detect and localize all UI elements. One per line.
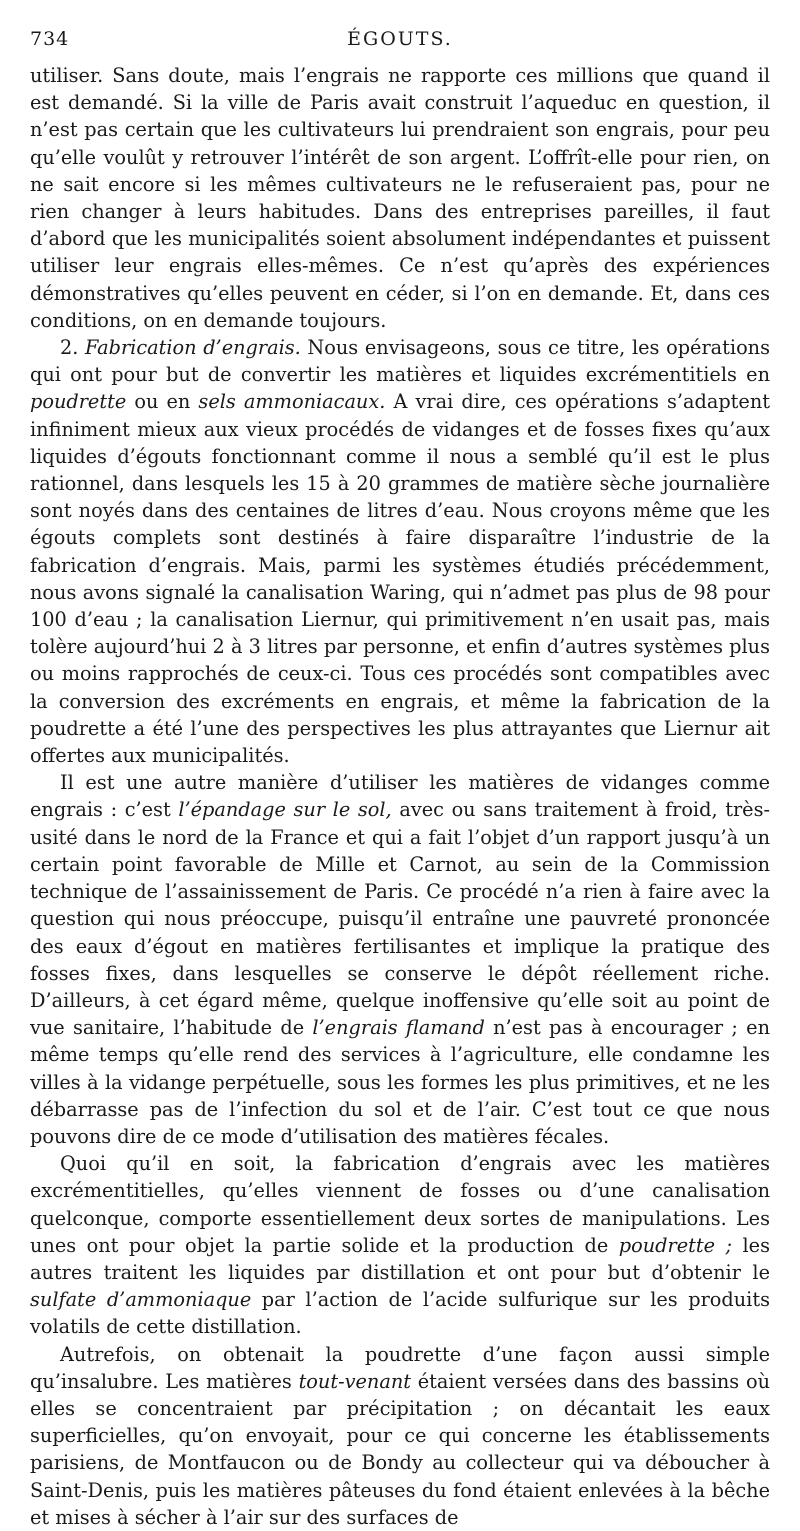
paragraph [30, 62, 770, 334]
page-header [30, 28, 770, 62]
text-run: étaient versées dans des bassins où elles se concentraient par précipitation ; on décantait les eaux superficielles, qu’on envoyait, pour ce qui concerne les établissements parisiens, de Montfaucon ou de Bondy au collecteur qui va déboucher à Saint-Denis, puis les matières pâteuses du fond étaient enlevées à la bêche et mises à sécher à l’air sur des surfaces de [30, 1369, 770, 1529]
running-title: ÉGOUTS. [347, 28, 453, 50]
italic-term: sels ammoniacaux. [198, 390, 386, 414]
paragraph [30, 1150, 770, 1340]
italic-term: poudrette ; [618, 1233, 733, 1257]
text-run: Quoi qu’il en soit, la fabrication d’engrais avec les matières excrémentitielles, qu’elles viennent de fosses ou d’une canalisation quelconque, comporte essentiellement deux sortes de manipulations. Les unes ont pour objet la partie solide et la production de [30, 1152, 770, 1257]
text-run: Nous envisageons, sous ce titre, les opérations qui ont pour but de convertir les matières et liquides excrémentitiels en [30, 336, 770, 387]
text-run: Autrefois, on obtenait la poudrette d’une façon aussi simple qu’insalubre. Les matières [30, 1342, 770, 1393]
text-run: ou en [126, 390, 199, 414]
text-run: 2. [60, 336, 86, 360]
page-number: 734 [30, 28, 70, 50]
italic-term: l’épandage sur le sol, [178, 798, 392, 822]
text-run: les autres traitent les liquides par distillation et ont pour but d’obtenir le [30, 1233, 770, 1284]
text-run: avec ou sans traitement à froid, très-usité dans le nord de la France et qui a fait l’objet d’un rapport jusqu’à un certain point favorable de Mille et Carnot, au sein de la Commission technique de l’assainissement de Paris. Ce procédé n’a rien à faire avec la question qui nous préoccupe, puisqu’il entraîne une pauvreté prononcée des eaux d’égout en matières fertilisantes et implique la pratique des fosses fixes, dans lesquelles se conserve le dépôt réellement riche. D’ailleurs, à cet égard même, quelque inoffensive qu’elle soit au point de vue sanitaire, l’habitude de [30, 798, 770, 1040]
text-run: Il est une autre manière d’utiliser les matières de vidanges comme engrais : c’est [30, 771, 770, 822]
body-text [30, 62, 770, 1531]
text-run: par l’action de l’acide sulfurique sur les produits volatils de cette distillation. [30, 1288, 770, 1339]
italic-term: Fabrication d’engrais. [85, 336, 301, 360]
paragraph [30, 334, 770, 769]
italic-term: poudrette [30, 390, 127, 414]
text-run: n’est pas à encourager ; en même temps qu’elle rend des services à l’agriculture, elle condamne les villes à la vidange perpétuelle, sous les formes les plus primitives, et ne les débarrasse pas de l’infection du sol et de l’air. C’est tout ce que nous pouvons dire de ce mode d’utilisation des matières fécales. [30, 1016, 770, 1148]
paragraph [30, 769, 770, 1150]
text-run: A vrai dire, ces opérations s’adaptent infiniment mieux aux vieux procédés de vidanges et de fosses fixes qu’aux liquides d’égouts fonctionnant comme il nous a semblé qu’il est le plus rationnel, dans lesquels les 15 à 20 grammes de matière sèche journalière sont noyés dans des centaines de litres d’eau. Nous croyons même que les égouts complets sont destinés à faire disparaître l’industrie de la fabrication d’engrais. Mais, parmi les systèmes étudiés précédemment, nous avons signalé la canalisation Waring, qui n’admet pas plus de 98 pour 100 d’eau ; la canalisation Liernur, qui primitivement n’en usait pas, mais tolère aujourd’hui 2 à 3 litres par personne, et enfin d’autres systèmes plus ou moins rapprochés de ceux-ci. Tous ces procédés sont compatibles avec la conversion des excréments en engrais, et même la fabrication de la poudrette a été l’une des perspectives les plus attrayantes que Liernur ait offertes aux municipalités. [30, 390, 770, 768]
text-run: utiliser. Sans doute, mais l’engrais ne rapporte ces millions que quand il est demandé. Si la ville de Paris avait construit l’aqueduc en question, il n’est pas certain que les cultivateurs lui prendraient son engrais, pour peu qu’elle voulût y retrouver l’intérêt de son argent. L’offrît-elle pour rien, on ne sait encore si les mêmes cultivateurs ne le refuseraient pas, pour ne rien changer à leurs habitudes. Dans des entreprises pareilles, il faut d’abord que les municipalités soient absolument indépendantes et puissent utiliser leur engrais elles-mêmes. Ce n’est qu’après des expériences démonstratives qu’elles peuvent en céder, si l’on en demande. Et, dans ces conditions, on en demande toujours. [30, 64, 770, 332]
paragraph [30, 1341, 770, 1531]
italic-term: sulfate d’ammoniaque [30, 1288, 252, 1312]
italic-term: tout-venant [298, 1369, 411, 1393]
italic-term: l’engrais flamand [312, 1016, 485, 1040]
